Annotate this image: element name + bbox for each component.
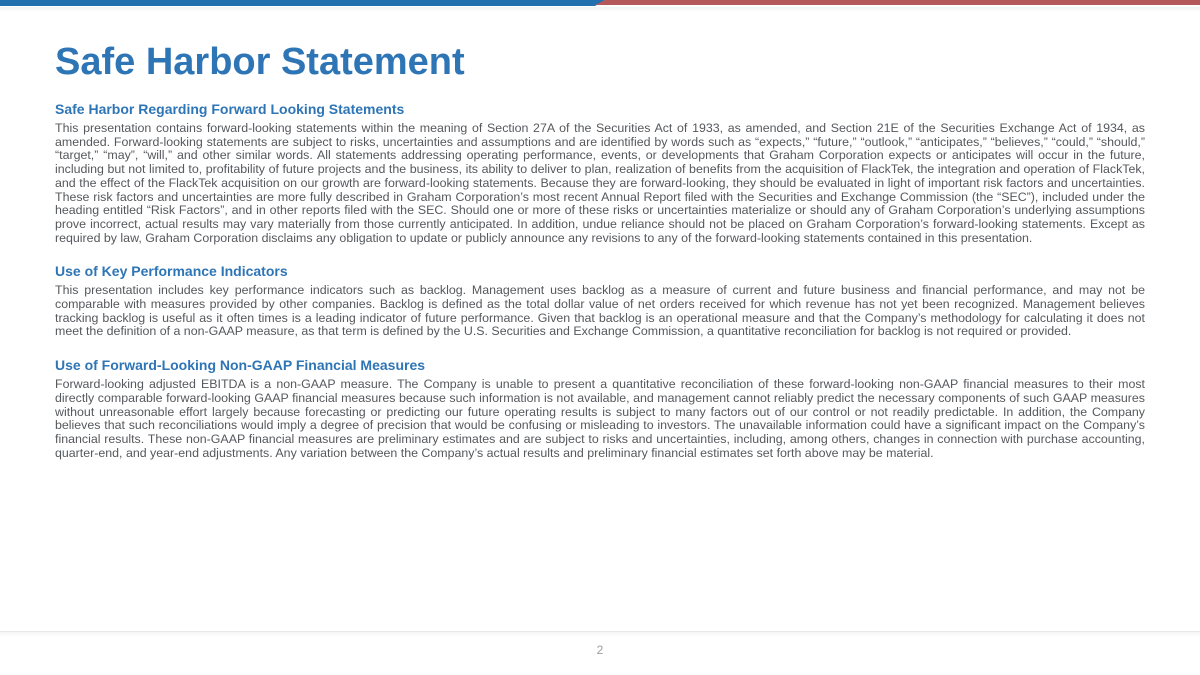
section-safe-harbor-body: This presentation contains forward-looking statements within the meaning of Section 27A of the Securities Act of 1933, as amended, and Section 21E of the Securities Exchange Act of 1934, as amended. Forward-looking statements are subject to risks, uncertainties and assumptions and are identified by words such as “expects,” “future,” “outlook,” “anticipates,” “believes,” “could,” “should,” “target,” “may”, “will,” and other similar words. All statements addressing operating performance, events, or developments that Graham Corporation expects or anticipates will occur in the future, including but not limited to, profitability of future projects and the business, its ability to deliver to plan, realization of benefits from the acquisition of FlackTek, the integration and operation of FlackTek, and the effect of the FlackTek acquisition on our growth are forward-looking statements. Because they are forward-looking, they should be evaluated in light of important risk factors and uncertainties. These risk factors and uncertainties are more fully described in Graham Corporation’s most recent Annual Report filed with the Securities and Exchange Commission (the “SEC”), included under the heading entitled “Risk Factors”, and in other reports filed with the SEC. Should one or more of these risks or uncertainties materialize or should any of Graham Corporation’s underlying assumptions prove incorrect, actual results may vary materially from those currently anticipated. In addition, undue reliance should not be placed on Graham Corporation’s forward-looking statements. Except as required by law, Graham Corporation disclaims any obligation to update or publicly announce any revisions to any of the forward-looking statements contained in this presentation. xyxy=(55,121,1145,245)
slide-bottom-edge xyxy=(0,631,1200,637)
accent-bar-red-segment xyxy=(595,0,1200,5)
section-key-performance-indicators-heading: Use of Key Performance Indicators xyxy=(55,263,288,280)
section-safe-harbor-heading: Safe Harbor Regarding Forward Looking Statements xyxy=(55,101,405,117)
section-non-gaap-measures-body: Forward-looking adjusted EBITDA is a non-GAAP measure. The Company is unable to present a quantitative reconciliation of these forward-looking non-GAAP financial measures to their most directly comparable forward-looking GAAP financial measures because such information is not available, and management cannot reliably predict the necessary components of such GAAP measures without unreasonable effort largely because forecasting or predicting our future operating results is subject to many factors out of our control or not readily predictable. In addition, the Company believes that such reconciliations would imply a degree of precision that would be confusing or misleading to investors. The unavailable information could have a significant impact on the Company’s financial results. These non-GAAP financial measures are preliminary estimates and are subject to risks and uncertainties, including, among others, changes in connection with purchase accounting, quarter-end, and year-end adjustments. Any variation between the Company’s actual results and preliminary financial estimates set forth above may be material. xyxy=(55,377,1145,460)
section-non-gaap-measures xyxy=(55,357,1145,460)
top-accent-bar xyxy=(0,0,1200,7)
slide-title: Safe Harbor Statement xyxy=(55,41,465,83)
section-key-performance-indicators-body: This presentation includes key performance indicators such as backlog. Management uses backlog as a measure of current and future business and financial performance, and may not be comparable with measures provided by other companies. Backlog is defined as the total dollar value of net orders received for which revenue has not yet been recognized. Management believes tracking backlog is useful as it often times is a leading indicator of future performance. Given that backlog is an operational measure and that the Company’s methodology for calculating it does not meet the definition of a non-GAAP measure, as that term is defined by the U.S. Securities and Exchange Commission, a quantitative reconciliation for backlog is not required or provided. xyxy=(55,283,1145,339)
section-safe-harbor xyxy=(55,101,1145,245)
accent-bar-blue-segment xyxy=(0,0,605,6)
page-number: 2 xyxy=(596,643,604,657)
slide-content xyxy=(0,41,1200,460)
section-key-performance-indicators xyxy=(55,263,1145,339)
section-non-gaap-measures-heading: Use of Forward-Looking Non-GAAP Financial Measures xyxy=(55,357,426,374)
